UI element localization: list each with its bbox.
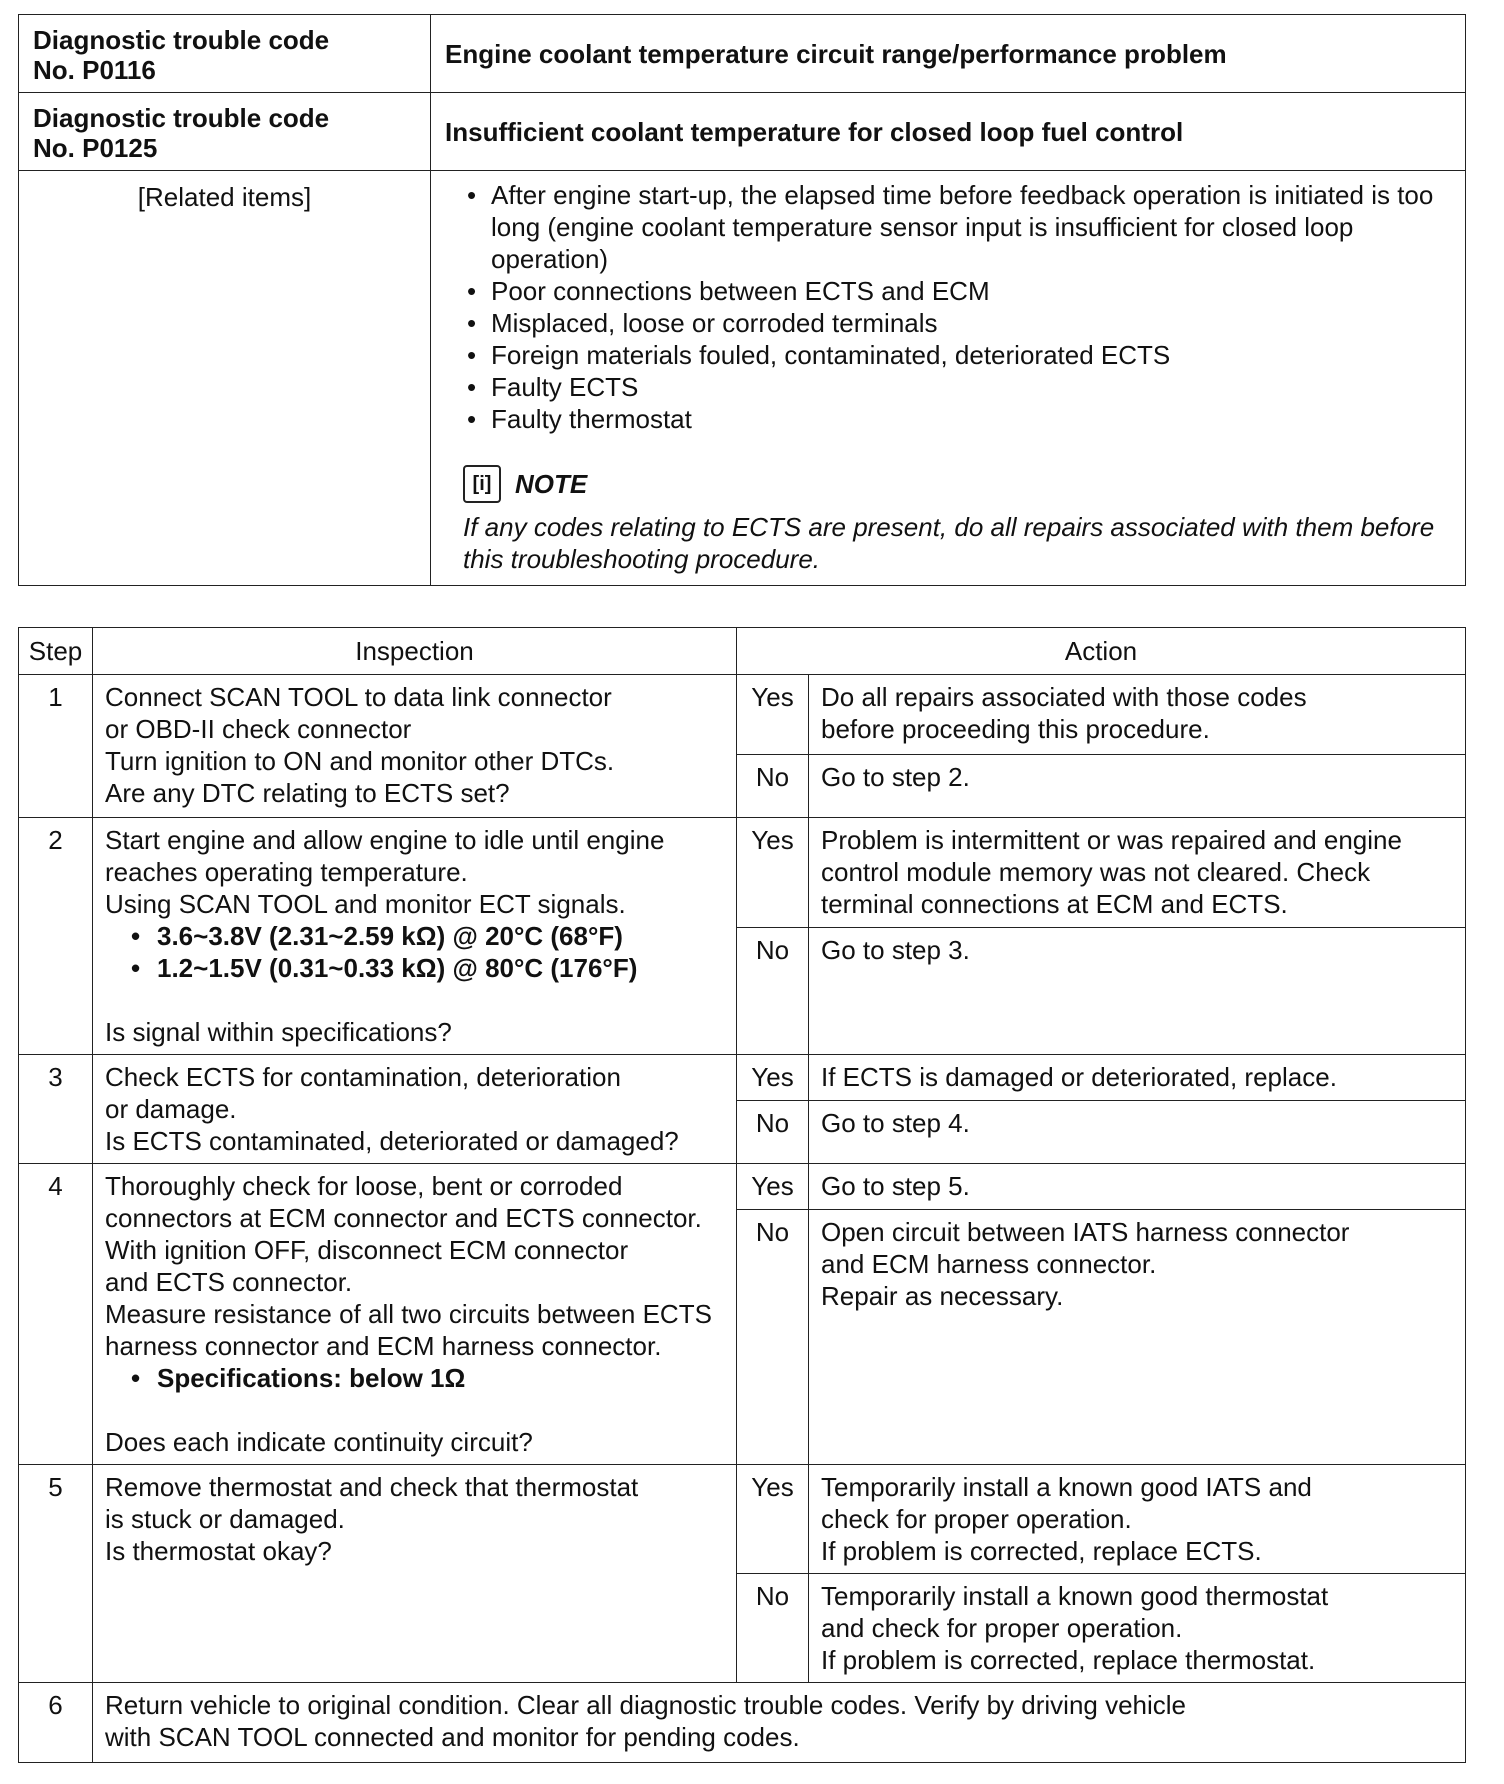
step-inspection: Start engine and allow engine to idle until engine reaches operating temperature. Using SCAN TOOL and monitor ECT signals. bbox=[105, 825, 665, 919]
list-item: • Faulty thermostat bbox=[463, 403, 1453, 435]
spec-item: • 1.2~1.5V (0.31~0.33 kΩ) @ 80°C (176°F) bbox=[105, 952, 724, 984]
related-items-list bbox=[463, 179, 1453, 435]
no-action: Temporarily install a known good thermostat and check for proper operation. If problem is corrected, replace thermostat. bbox=[809, 1574, 1466, 1683]
dtc-code-label: Diagnostic trouble code bbox=[33, 103, 330, 133]
steps-header-row bbox=[19, 628, 1466, 675]
step-row bbox=[19, 818, 1466, 928]
step-row bbox=[19, 675, 1466, 755]
step-number: 5 bbox=[19, 1465, 93, 1683]
dtc-code-cell bbox=[19, 93, 431, 171]
dtc-info-table bbox=[18, 14, 1466, 586]
step-inspection: Connect SCAN TOOL to data link connector or OBD-II check connector Turn ignition to ON and monitor other DTCs. Are any DTC relating to ECTS set? bbox=[93, 675, 737, 818]
book-note-icon: [i] bbox=[463, 465, 501, 503]
yes-action: Go to step 5. bbox=[809, 1164, 1466, 1210]
no-label: No bbox=[737, 928, 809, 1055]
no-label: No bbox=[737, 1210, 809, 1465]
step-question: Is signal within specifications? bbox=[105, 1017, 452, 1047]
step-row bbox=[19, 1465, 1466, 1574]
related-items-body bbox=[431, 171, 1466, 586]
list-item: • After engine start-up, the elapsed time before feedback operation is initiated is too long (engine coolant temperature sensor input is insufficient for closed loop operation) bbox=[463, 179, 1453, 275]
step-inspection: Return vehicle to original condition. Clear all diagnostic trouble codes. Verify by driving vehicle with SCAN TOOL connected and monitor for pending codes. bbox=[93, 1683, 1466, 1763]
dtc-code-number: No. P0125 bbox=[33, 133, 158, 163]
yes-label: Yes bbox=[737, 1164, 809, 1210]
step-number: 3 bbox=[19, 1055, 93, 1164]
yes-action: Do all repairs associated with those codes before proceeding this procedure. bbox=[809, 675, 1466, 755]
step-inspection-cell bbox=[93, 818, 737, 1055]
dtc-row bbox=[19, 93, 1466, 171]
no-action: Open circuit between IATS harness connector and ECM harness connector. Repair as necessary. bbox=[809, 1210, 1466, 1465]
dtc-code-number: No. P0116 bbox=[33, 55, 156, 85]
dtc-row bbox=[19, 15, 1466, 93]
no-action: Go to step 4. bbox=[809, 1101, 1466, 1164]
step-inspection-cell bbox=[93, 1164, 737, 1465]
spacer bbox=[105, 1394, 724, 1426]
list-item: • Poor connections between ECTS and ECM bbox=[463, 275, 1453, 307]
step-number: 4 bbox=[19, 1164, 93, 1465]
no-label: No bbox=[737, 1574, 809, 1683]
step-inspection: Thoroughly check for loose, bent or corroded connectors at ECM connector and ECTS connector. With ignition OFF, disconnect ECM connector and ECTS connector. Measure resistance of all two circuits between ECTS harness connector and ECM harness connector. bbox=[105, 1171, 712, 1361]
step-row bbox=[19, 1683, 1466, 1763]
yes-action: If ECTS is damaged or deteriorated, replace. bbox=[809, 1055, 1466, 1101]
yes-label: Yes bbox=[737, 1055, 809, 1101]
note-text: If any codes relating to ECTS are present, do all repairs associated with them before this troubleshooting procedure. bbox=[463, 512, 1435, 574]
note-title: NOTE bbox=[515, 469, 588, 499]
related-items-label: [Related items] bbox=[19, 171, 431, 586]
yes-label: Yes bbox=[737, 675, 809, 755]
dtc-code-label: Diagnostic trouble code bbox=[33, 25, 330, 55]
list-item: • Faulty ECTS bbox=[463, 371, 1453, 403]
step-number: 1 bbox=[19, 675, 93, 818]
note-heading bbox=[463, 465, 1453, 503]
spec-item: • 3.6~3.8V (2.31~2.59 kΩ) @ 20°C (68°F) bbox=[105, 920, 724, 952]
step-row bbox=[19, 1055, 1466, 1101]
step-inspection: Check ECTS for contamination, deterioration or damage. Is ECTS contaminated, deteriorated or damaged? bbox=[93, 1055, 737, 1164]
no-action: Go to step 3. bbox=[809, 928, 1466, 1055]
yes-action: Temporarily install a known good IATS and check for proper operation. If problem is corrected, replace ECTS. bbox=[809, 1465, 1466, 1574]
dtc-code-cell bbox=[19, 15, 431, 93]
step-question: Does each indicate continuity circuit? bbox=[105, 1427, 533, 1457]
header-action: Action bbox=[737, 628, 1466, 675]
spacer bbox=[105, 984, 724, 1016]
related-items-row bbox=[19, 171, 1466, 586]
no-label: No bbox=[737, 1101, 809, 1164]
header-step: Step bbox=[19, 628, 93, 675]
list-item: • Foreign materials fouled, contaminated, deteriorated ECTS bbox=[463, 339, 1453, 371]
step-number: 2 bbox=[19, 818, 93, 1055]
list-item: • Misplaced, loose or corroded terminals bbox=[463, 307, 1453, 339]
no-label: No bbox=[737, 755, 809, 818]
step-inspection: Remove thermostat and check that thermostat is stuck or damaged. Is thermostat okay? bbox=[93, 1465, 737, 1683]
yes-action: Problem is intermittent or was repaired and engine control module memory was not cleared. Check terminal connections at ECM and ECTS. bbox=[809, 818, 1466, 928]
dtc-description: Insufficient coolant temperature for closed loop fuel control bbox=[431, 93, 1466, 171]
step-row bbox=[19, 1164, 1466, 1210]
header-inspection: Inspection bbox=[93, 628, 737, 675]
step-number: 6 bbox=[19, 1683, 93, 1763]
dtc-description: Engine coolant temperature circuit range/performance problem bbox=[431, 15, 1466, 93]
spec-item: • Specifications: below 1Ω bbox=[105, 1362, 724, 1394]
no-action: Go to step 2. bbox=[809, 755, 1466, 818]
yes-label: Yes bbox=[737, 1465, 809, 1574]
yes-label: Yes bbox=[737, 818, 809, 928]
troubleshooting-steps-table bbox=[18, 627, 1466, 1763]
